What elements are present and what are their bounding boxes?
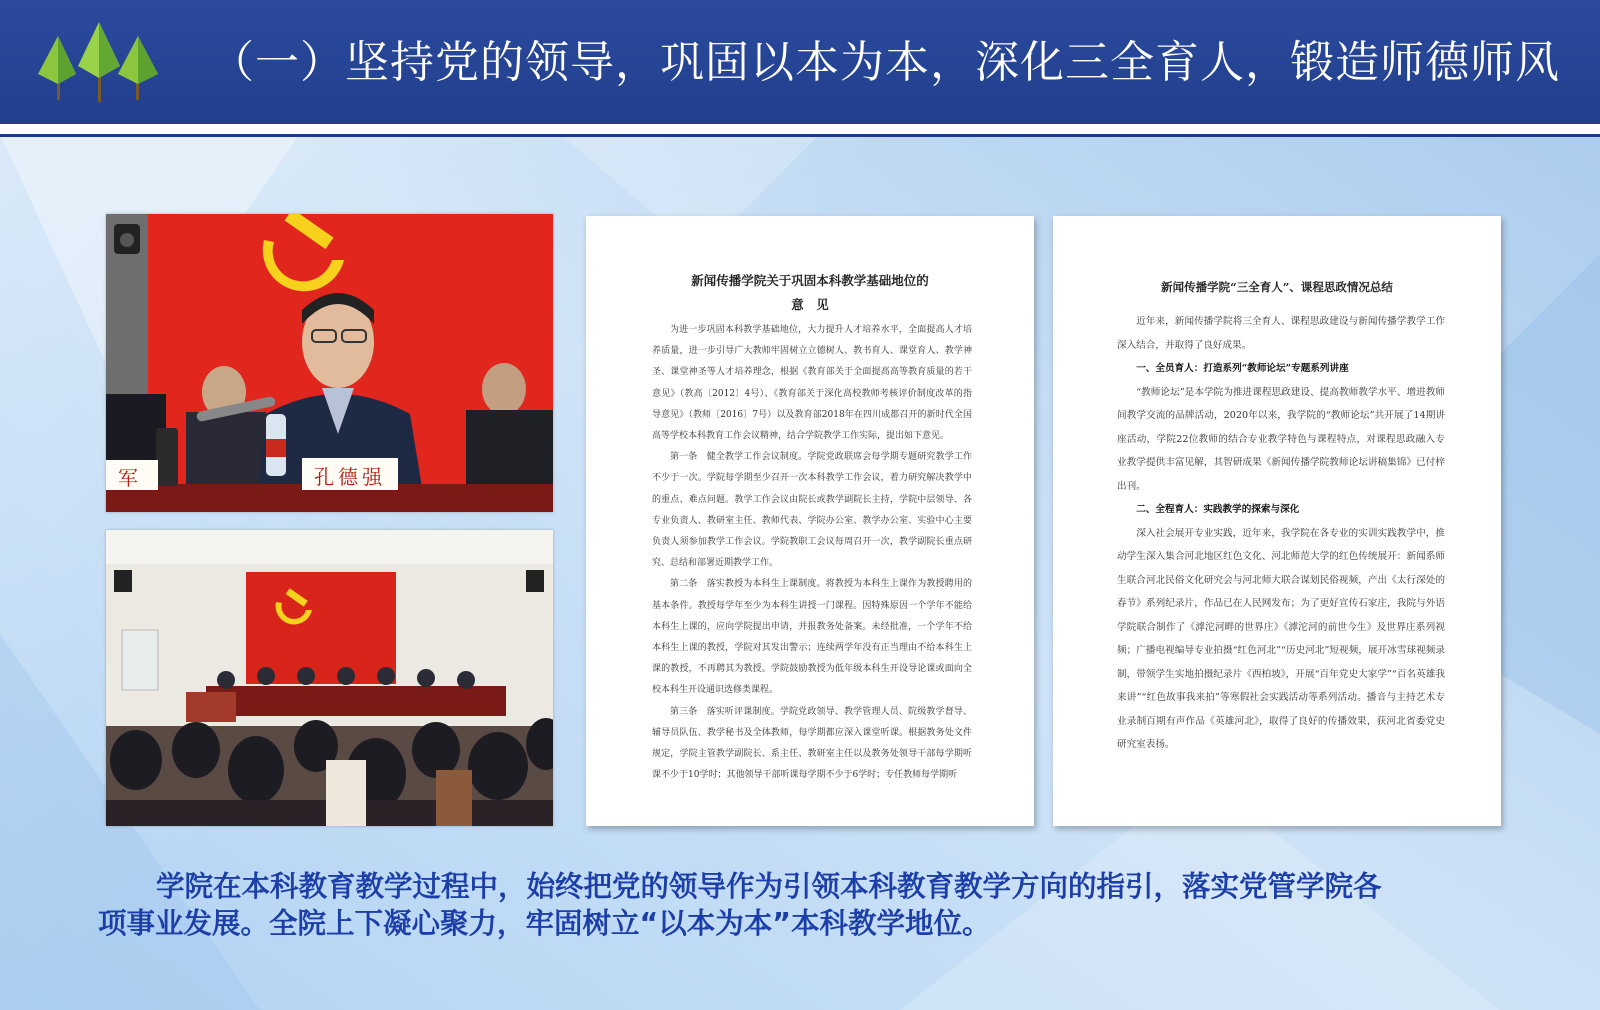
document-paragraph: 第一条 健全教学工作会议制度。学院党政联席会每学期专题研究教学工作不少于一次。学院每学期至少召开一次本科教学工作会议，着力研究解决教学中的重点、难点问题。教学工作会议由院长或教学副院长主持，学院中层领导、各专业负责人、教研室主任、教师代表、学院办公室、教学办公室、实验中心主要负责人须参加教学工作会议。学院教职工会议每周召开一次，教学副院长重点研究、总结和部署近期教学工作。 bbox=[652, 452, 972, 569]
meeting-hall-photo bbox=[106, 530, 553, 826]
caption-line-2: 项事业发展。全院上下凝心聚力，牢固树立“以本为本”本科教学地位。 bbox=[98, 907, 991, 940]
document-paragraph: 第二条 落实教授为本科生上课制度。将教授为本科生上课作为教授聘用的基本条件。教授每学年至少为本科生讲授一门课程。因特殊原因一个学年不能给本科生上课的，应向学院提出申请，并报教务处备案。未经批准，一个学年不给本科生上课的教授，学院对其发出警示；连续两学年没有正当理由不给本科生上课的教授，不再聘其为教授。学院鼓励教授为低年级本科生开设导论课或面向全校本科生开设通识选修类课程。 bbox=[652, 579, 972, 696]
document-title: 新闻传播学院“三全育人”、课程思政情况总结 bbox=[1161, 280, 1393, 294]
nameplate-main: 孔德强 bbox=[314, 465, 386, 489]
document-heading: 二、全程育人：实践教学的探索与深化 bbox=[1136, 504, 1300, 515]
document-body bbox=[652, 320, 972, 786]
header-divider bbox=[0, 124, 1600, 137]
document-paragraph: 近年来，新闻传播学院将三全育人、课程思政建设与新闻传播学教学工作深入结合，并取得了良好成果。 bbox=[1117, 316, 1445, 351]
document-page-opinion bbox=[586, 216, 1034, 826]
nameplate-left: 军 bbox=[118, 466, 138, 490]
title-bar bbox=[0, 0, 1600, 124]
document-heading: 一、全员育人：打造系列“教师论坛”专题系列讲座 bbox=[1136, 363, 1349, 374]
trees-logo-icon bbox=[38, 22, 168, 104]
document-body bbox=[1117, 310, 1445, 757]
caption-line-1: 学院在本科教育教学过程中，始终把党的领导作为引领本科教育教学方向的指引，落实党管学院各 bbox=[156, 870, 1382, 903]
document-page-summary bbox=[1053, 216, 1501, 826]
document-paragraph: 为进一步巩固本科教学基础地位，大力提升人才培养水平，全面提高人才培养质量，进一步引导广大教师牢固树立立德树人、教书育人、课堂育人、教学神圣、课堂神圣等人才培养理念，根据《教育部关于全面提高高等教育质量的若干意见》（教高〔2012〕4号）、《教育部关于深化高校教师考核评价制度改革的指导意见》（教师〔2016〕7号）以及教育部2018年在四川成都召开的新时代全国高等学校本科教育工作会议精神，结合学院教学工作实际，提出如下意见。 bbox=[652, 325, 972, 442]
document-subtitle: 意 见 bbox=[791, 297, 829, 312]
page-title: （一）坚持党的领导，巩固以本为本，深化三全育人，锻造师德师风 bbox=[210, 37, 1560, 88]
document-paragraph: 第三条 落实听评课制度。学院党政领导、教学管理人员、院级教学督导、辅导员队伍、教学秘书及全体教师，每学期都应深入课堂听课。根据教务处文件规定，学院主管教学副院长、系主任、教研室主任以及教务处领导干部每学期听课不少于10学时；其他领导干部听课每学期不少于6学时；专任教师每学期听 bbox=[652, 706, 972, 781]
document-paragraph: “教师论坛”是本学院为推进课程思政建设、提高教师教学水平、增进教师间教学交流的品牌活动，2020年以来，我学院的“教师论坛”共开展了14期讲座活动，学院22位教师的结合专业教学特色与课程特点，对课程思政融入专业教学提供丰富见解，其智研成果《新闻传播学院教师论坛讲稿集锦》已付梓出刊。 bbox=[1117, 386, 1445, 492]
document-paragraph: 深入社会展开专业实践，近年来，我学院在各专业的实训实践教学中，推动学生深入集合河北地区红色文化、河北师范大学的红色传统展开：新闻系师生联合河北民俗文化研究会与河北师大联合谋划民俗视频，产出《太行深处的春节》系列纪录片，作品已在人民网发布；为了更好宣传石家庄，我院与外语学院联合制作了《滹沱河畔的世界庄》《滹沱河的前世今生》及世界庄系列视频；广播电视编导专业拍摄“红色河北”“历史河北”短视频，展开冰雪球视频录制，带领学生实地拍摄纪录片《西柏坡》，开展“百年党史大家学”“百名英雄我来讲”“红色故事我来拍”等寒假社会实践活动等系列活动。播音与主持艺术专业录制百期有声作品《英雄河北》，取得了良好的传播效果，获河北省委党史研究室表扬。 bbox=[1117, 527, 1445, 750]
document-title: 新闻传播学院关于巩固本科教学基础地位的 bbox=[691, 273, 929, 288]
slide-caption bbox=[98, 868, 1518, 942]
meeting-speaker-photo bbox=[106, 214, 553, 512]
